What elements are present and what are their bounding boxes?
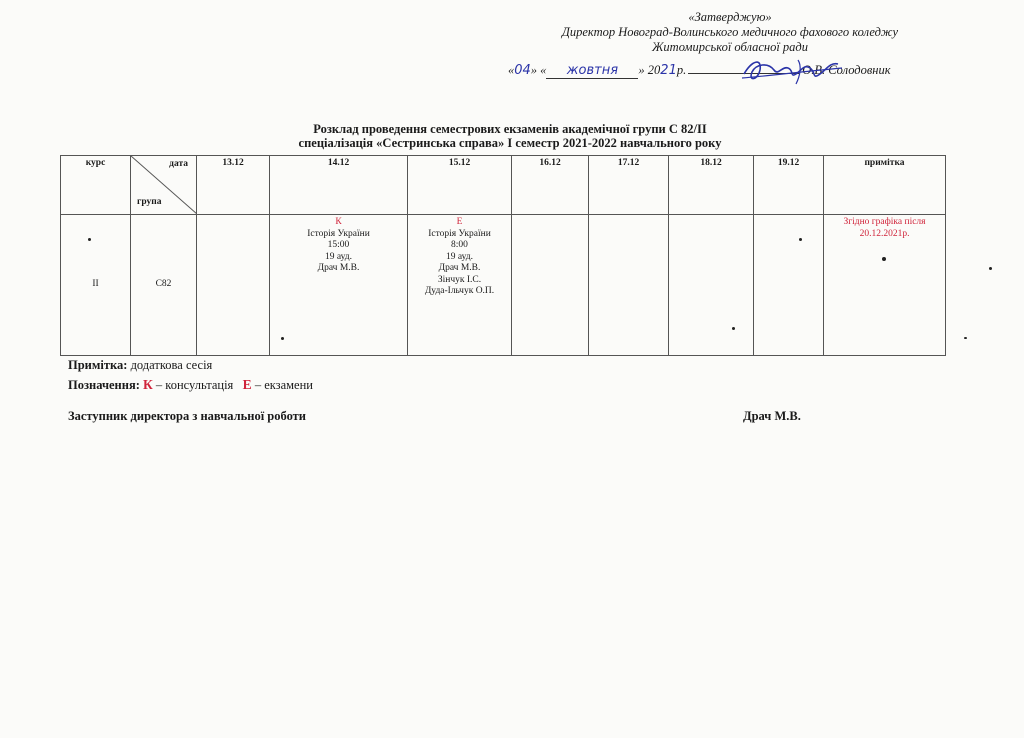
approval-date-line: «04» « жовтня » 2021р. О.В. Солодовник [508,63,891,78]
approval-block [520,10,940,55]
cell-14-12 [270,215,408,356]
legend-k-code: К [143,377,153,392]
approval-council: Житомирської обласної ради [651,40,809,54]
legend-label: Позначення: [68,378,140,392]
exam-teacher-3: Дуда-Ільчук О.П. [424,286,495,296]
header-group: група [137,196,162,207]
note-line-2: 20.12.2021р. [859,228,910,239]
cell-13-12 [197,215,270,356]
legend-line [68,375,313,395]
note-label: Примітка: [68,358,128,372]
approval-year-suffix: 21 [660,63,677,78]
consultation-room: 19 ауд. [325,251,352,262]
scan-speck [964,337,967,339]
exam-teacher-2: Зінчук І.С. [437,274,482,285]
header-15-12: 15.12 [408,156,512,215]
approval-director: Директор Новоград-Волинського медичного фахового коледжу [561,25,899,39]
row-group: С82 [131,215,197,356]
header-13-12: 13.12 [197,156,270,215]
header-18-12: 18.12 [669,156,754,215]
exam-schedule-table [60,155,946,356]
consultation-time: 15:00 [327,240,350,250]
approval-year-prefix: 20 [647,63,661,77]
notes-block [68,356,313,395]
scan-speck [799,238,802,241]
legend-e-text: – екзамени [251,378,313,392]
approval-month: жовтня [546,63,638,79]
scan-speck [281,337,284,340]
approval-heading: «Затверджую» [688,10,772,24]
exam-code: Е [456,217,463,227]
consultation-subject: Історія України [307,228,370,239]
cell-16-12 [512,215,589,356]
approval-day: 04 [514,63,531,78]
header-date: дата [169,159,188,169]
cell-note [824,215,946,356]
title-line-2: спеціалізація «Сестринська справа» І семестр 2021-2022 навчального року [298,136,722,150]
cell-17-12 [589,215,669,356]
consultation-teacher: Драч М.В. [317,263,360,273]
footer-position: Заступник директора з навчальної роботи [68,409,307,423]
row-course: ІІ [61,215,131,356]
footer-name: Драч М.В. [743,409,801,423]
header-row [61,156,946,215]
header-note: примітка [824,156,946,215]
approval-year-label: р. [676,63,687,77]
scan-speck [882,257,886,261]
legend-k-text: – консультація [152,378,234,392]
group-row [61,215,946,356]
header-course: курс [61,156,131,215]
note-line [68,356,313,375]
signature-footer [68,409,828,424]
cell-19-12 [754,215,824,356]
header-16-12: 16.12 [512,156,589,215]
cell-15-12 [408,215,512,356]
scan-speck [732,327,735,330]
exam-subject: Історія України [428,228,491,239]
scan-speck [88,238,91,241]
exam-room: 19 ауд. [446,251,473,262]
schedule-title [220,122,800,150]
header-14-12: 14.12 [270,156,408,215]
header-19-12: 19.12 [754,156,824,215]
header-date-group [131,156,197,215]
consultation-code: К [335,217,342,227]
exam-teacher-1: Драч М.В. [438,263,481,273]
handwritten-signature [738,52,848,88]
approval-signatory: О.В. Солодовник [802,63,891,77]
note-line-1: Згідно графіка після [843,217,926,227]
cell-18-12 [669,215,754,356]
title-line-1: Розклад проведення семестрових екзаменів академічної групи С 82/ІІ [313,122,707,136]
scan-speck [989,267,992,270]
header-17-12: 17.12 [589,156,669,215]
note-text: додаткова сесія [127,358,213,372]
legend-e-code: Е [242,377,252,392]
exam-time: 8:00 [451,240,468,250]
